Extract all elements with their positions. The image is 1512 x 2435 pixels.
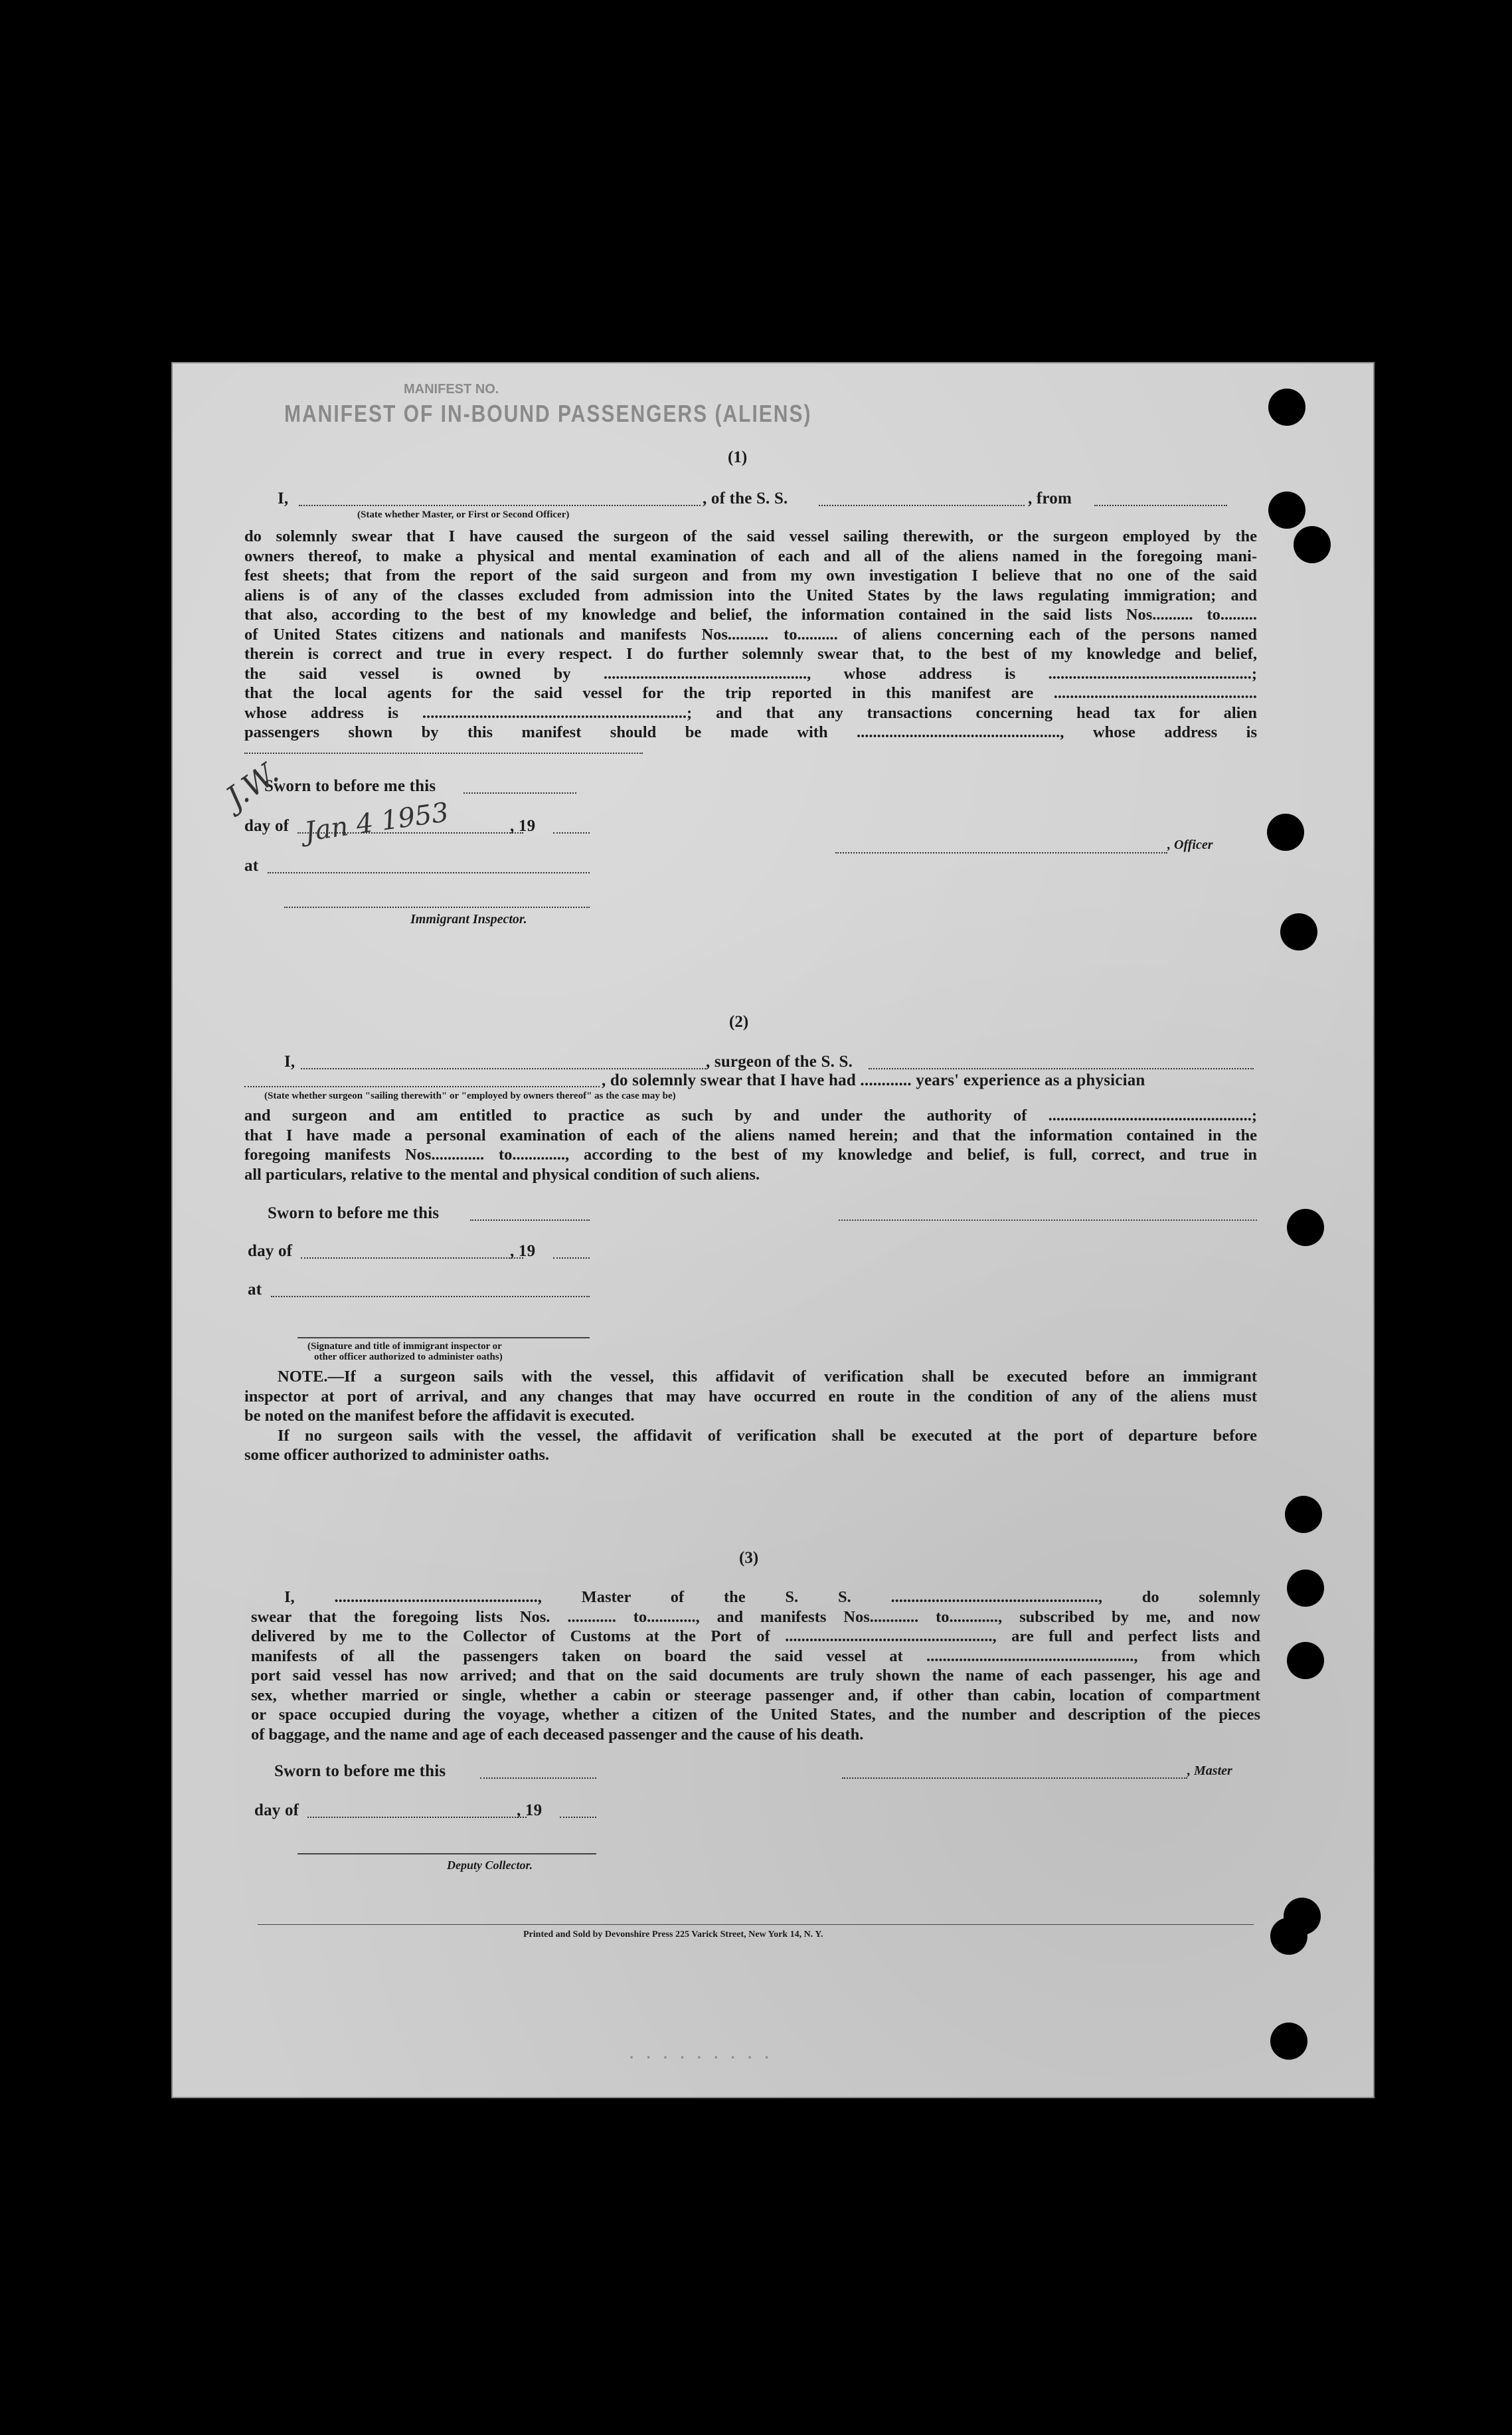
punch-hole: [1270, 2023, 1307, 2060]
sworn-label: Sworn to before me this: [264, 777, 436, 795]
oath-line: of United States citizens and nationals and manifests Nos.......... to.......... of aliens concerning each of the persons named: [244, 625, 1257, 644]
manifest-page: [171, 362, 1375, 2098]
oath-line: manifests of all the passengers taken on board the said vessel at ..................................................., from which: [251, 1647, 1260, 1665]
punch-hole: [1268, 492, 1305, 529]
vessel-name-field[interactable]: [819, 505, 1025, 506]
at-label: at: [244, 857, 259, 875]
note-line: be noted on the manifest before the affidavit is executed.: [244, 1407, 635, 1425]
section-3-number: (3): [739, 1549, 759, 1567]
year-field[interactable]: [560, 1817, 596, 1818]
oath-line: swear that the foregoing lists Nos. ............ to............, and manifests Nos............ to............, subscribed by me, and now: [251, 1607, 1260, 1626]
oath-line: fest sheets; that from the report of the said surgeon and from my own investigation I believe that no one of the said: [244, 567, 1257, 585]
faded-manifest-subtitle: MANIFEST NO.: [404, 382, 499, 397]
sworn-date-field[interactable]: [463, 792, 576, 794]
oath-line: of baggage, and the name and age of each deceased passenger and the cause of his death.: [251, 1725, 864, 1744]
extra-address-field[interactable]: [244, 753, 643, 754]
section-1-from: , from: [1028, 490, 1072, 507]
day-of-field[interactable]: [307, 1817, 527, 1818]
section-2-oath-text: [244, 1106, 1257, 1184]
punch-hole: [1268, 389, 1305, 426]
punch-hole: [1287, 1642, 1324, 1679]
punch-hole: [1280, 913, 1317, 950]
oath-line: whose address is .................................................................; and that any transactions concerning head tax for alien: [244, 703, 1257, 722]
footer-rule: [258, 1924, 1254, 1925]
surgeon-status-note: (State whether surgeon "sailing therewith" or "employed by owners thereof" as the case may be): [264, 1091, 676, 1101]
inspector-signature-field[interactable]: [284, 907, 590, 908]
surgeon-vessel-field[interactable]: [869, 1068, 1254, 1069]
printer-imprint: Printed and Sold by Devonshire Press 225 Varick Street, New York 14, N. Y.: [523, 1930, 823, 1939]
handwritten-date: Jan 4 1953: [302, 797, 451, 848]
year-field[interactable]: [553, 832, 590, 834]
section-2-i: I,: [284, 1053, 295, 1071]
oath-line: therein is correct and true in every respect. I do further solemnly swear that, to the best of my knowledge and belief,: [244, 645, 1257, 663]
master-label: , Master: [1187, 1763, 1232, 1778]
surgeon-status-field[interactable]: [244, 1086, 600, 1087]
departure-port-field[interactable]: [1094, 505, 1227, 506]
punch-hole: [1270, 1918, 1307, 1955]
surgeon-signature-line[interactable]: [839, 1219, 1257, 1221]
sworn-date-field[interactable]: [470, 1219, 590, 1221]
oath-line: owners thereof, to make a physical and mental examination of each and all of the aliens named in the foregoing mani-: [244, 547, 1257, 565]
officer-signature-field[interactable]: [835, 852, 1167, 854]
at-field[interactable]: [268, 872, 590, 873]
day-of-field[interactable]: [301, 1257, 523, 1259]
signature-note-2: other officer authorized to administer oaths): [314, 1352, 503, 1362]
punch-hole: [1287, 1209, 1324, 1246]
punch-hole: [1285, 1496, 1322, 1533]
section-2-number: (2): [729, 1013, 749, 1031]
oath-line: that the local agents for the said vessel for the trip reported in this manifest are ..................................................: [244, 684, 1257, 702]
oath-line: aliens is of any of the classes excluded from admission into the United States by the laws regulating immigration; and: [244, 586, 1257, 604]
oath-line: that also, according to the best of my knowledge and belief, the information contained in the said lists Nos.......... to.........: [244, 606, 1257, 624]
surgeon-name-field[interactable]: [301, 1068, 706, 1069]
year-label: , 19: [517, 1801, 543, 1819]
at-field[interactable]: [271, 1296, 590, 1297]
oath-line: delivered by me to the Collector of Customs at the Port of ..................................................., are full and perfect lists and: [251, 1627, 1260, 1645]
oath-line: or space occupied during the voyage, whether a citizen of the United States, and the number and description of the pieces: [251, 1706, 1260, 1724]
at-label: at: [248, 1281, 262, 1299]
section-1-of-ss: , of the S. S.: [703, 490, 788, 507]
officer-label: , Officer: [1167, 838, 1213, 852]
punch-hole: [1287, 1570, 1324, 1607]
year-label: , 19: [510, 1242, 536, 1260]
faded-manifest-title: MANIFEST OF IN-BOUND PASSENGERS (ALIENS): [284, 401, 812, 428]
signature-note-1: (Signature and title of immigrant inspector or: [307, 1341, 502, 1352]
officer-name-field[interactable]: [299, 505, 701, 506]
oath-line: sex, whether married or single, whether a cabin or steerage passenger and, if other than cabin, location of compartment: [251, 1686, 1260, 1704]
note-line: NOTE.—If a surgeon sails with the vessel, this affidavit of verification shall be executed before an immigrant: [278, 1368, 1257, 1386]
officer-role-note: (State whether Master, or First or Second Officer): [357, 509, 570, 520]
day-of-label: day of: [244, 817, 290, 835]
oath-line: passengers shown by this manifest should be made with .................................................., whose address is: [244, 723, 1257, 741]
section-2-surgeon: , surgeon of the S. S.: [706, 1053, 853, 1071]
master-signature-field[interactable]: [842, 1777, 1187, 1779]
oath-line: port said vessel has now arrived; and that on the said documents are truly shown the name of each passenger, his age and: [251, 1667, 1260, 1684]
oath-line: that I have made a personal examination of each of the aliens named herein; and that the information contained in the: [244, 1126, 1257, 1144]
faded-bottom-stamp: · · · · · · · · ·: [630, 2049, 774, 2066]
oath-line: foregoing manifests Nos............. to............., according to the best of my knowledge and belief, is full, correct, and true in: [244, 1146, 1257, 1164]
oath-line: I, .................................................., Master of the S. S. ..................................................., do solemnly: [284, 1588, 1260, 1606]
year-field[interactable]: [553, 1257, 590, 1259]
sworn-date-field[interactable]: [480, 1777, 596, 1779]
section-1-number: (1): [728, 448, 748, 466]
oath-line: and surgeon and am entitled to practice as such by and under the authority of ..................................................;: [244, 1107, 1257, 1125]
oath-line: do solemnly swear that I have caused the surgeon of the said vessel sailing therewith, or the surgeon employed by the: [244, 527, 1257, 545]
oath-line: the said vessel is owned by .................................................., whose address is ..................................................;: [244, 664, 1257, 683]
section-1-oath-text: [244, 527, 1257, 743]
collector-signature-line[interactable]: [297, 1853, 596, 1854]
inspector-label: Immigrant Inspector.: [410, 912, 527, 927]
collector-label: Deputy Collector.: [447, 1858, 533, 1872]
note-line: some officer authorized to administer oaths.: [244, 1446, 550, 1464]
oath-line: all particulars, relative to the mental and physical condition of such aliens.: [244, 1165, 760, 1184]
section-3-oath-text: [251, 1587, 1260, 1744]
handwritten-signature: J.W.: [219, 754, 286, 816]
day-of-label: day of: [254, 1801, 299, 1819]
sworn-label: Sworn to before me this: [268, 1204, 440, 1222]
note-line: inspector at port of arrival, and any changes that may have occurred en route in the condition of any of the aliens must: [244, 1387, 1257, 1405]
inspector-signature-line[interactable]: [297, 1337, 590, 1338]
sworn-label: Sworn to before me this: [274, 1762, 446, 1780]
section-1-i: I,: [278, 490, 289, 507]
section-2-line2: , do solemnly swear that I have had ............ years' experience as a physician: [602, 1071, 1145, 1089]
year-label: , 19: [510, 817, 536, 835]
section-2-note: [244, 1367, 1257, 1465]
punch-hole: [1267, 814, 1304, 851]
note-line: If no surgeon sails with the vessel, the affidavit of verification shall be executed at the port of departure before: [278, 1426, 1257, 1445]
day-of-label: day of: [248, 1242, 293, 1260]
punch-hole: [1294, 526, 1331, 563]
